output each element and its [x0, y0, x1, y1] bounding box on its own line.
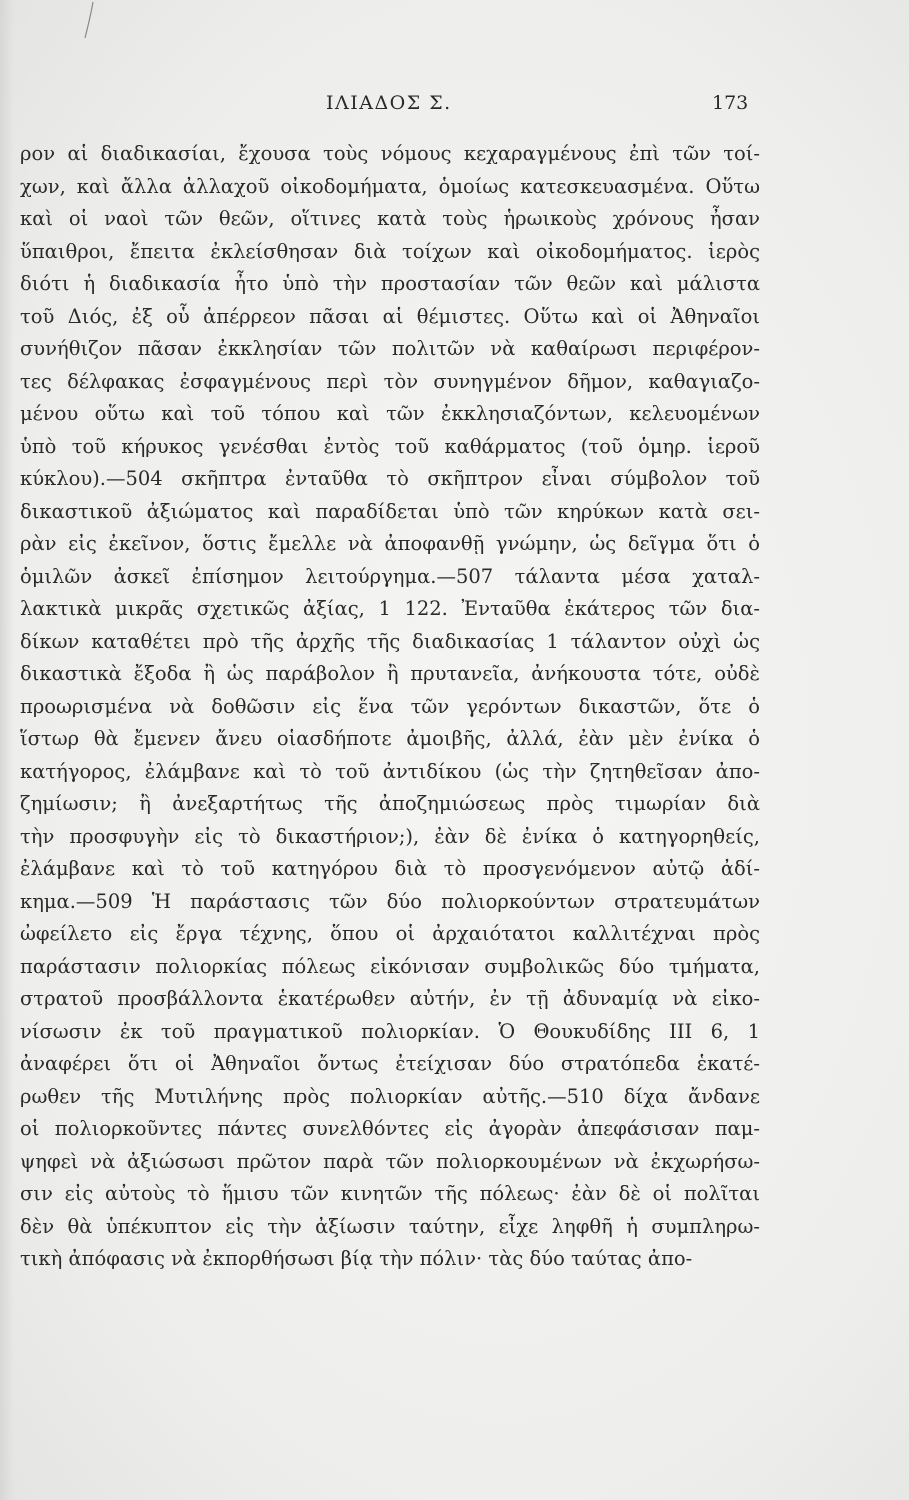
text-line: τικὴ ἀπόφασις νὰ ἐκπορθήσωσι βίᾳ τὴν πόλιν· τὰς δύο ταύτας ἀπο-: [20, 1247, 693, 1270]
text-line: κύκλου).—504 σκῆπτρα ἐνταῦθα τὸ σκῆπτρον εἶναι σύμβολον τοῦ: [20, 467, 760, 490]
text-line: ὠφείλετο εἰς ἔργα τέχνης, ὅπου οἱ ἀρχαιότατοι καλλιτέχναι πρὸς: [20, 922, 760, 945]
text-line: προωρισμένα νὰ δοθῶσιν εἰς ἕνα τῶν γερόντων δικαστῶν, ὅτε ὁ: [20, 694, 760, 718]
text-line: κημα.—509 Ἡ παράστασις τῶν δύο πολιορκούντων στρατευμάτων: [20, 889, 760, 913]
text-line: λακτικὰ μικρᾶς σχετικῶς ἀξίας, 1 122. Ἐνταῦθα ἑκάτερος τῶν δια-: [20, 597, 760, 620]
text-line: ρον αἱ διαδικασίαι, ἔχουσα τοὺς νόμους κεχαραγμένους ἐπὶ τῶν τοί-: [20, 142, 760, 165]
commentary-text: [20, 138, 760, 1276]
text-line: ἐλάμβανε καὶ τὸ τοῦ κατηγόρου διὰ τὸ προσγενόμενον αὐτῷ ἀδί-: [20, 857, 760, 880]
text-line: δικαστικοῦ ἀξιώματος καὶ παραδίδεται ὑπὸ τῶν κηρύκων κατὰ σει-: [20, 499, 760, 523]
page-gutter-shadow: [0, 0, 14, 1500]
text-line: ὕπαιθροι, ἔπειτα ἐκλείσθησαν διὰ τοίχων καὶ οἰκοδομήματος. ἱερὸς: [20, 239, 760, 263]
text-line: δίκων καταθέτει πρὸ τῆς ἀρχῆς τῆς διαδικασίας 1 τάλαντον οὐχὶ ὡς: [20, 629, 760, 653]
text-line: ἵστωρ θὰ ἔμενεν ἄνευ οἱασδήποτε ἀμοιβῆς, ἀλλά, ἐὰν μὲν ἐνίκα ὁ: [20, 727, 760, 750]
text-line: δὲν θὰ ὑπέκυπτον εἰς τὴν ἀξίωσιν ταύτην, εἶχε ληφθῆ ἡ συμπληρω-: [20, 1214, 760, 1238]
text-line: ψηφεὶ νὰ ἀξιώσωσι πρῶτον παρὰ τῶν πολιορκουμένων νὰ ἐκχωρήσω-: [20, 1149, 760, 1173]
page-header: [0, 92, 909, 122]
text-line: δικαστικὰ ἔξοδα ἢ ὡς παράβολον ἢ πρυτανεῖα, ἀνήκουστα τότε, οὐδὲ: [20, 662, 760, 685]
page-number: 173: [712, 92, 749, 114]
text-line: διότι ἡ διαδικασία ἦτο ὑπὸ τὴν προστασίαν τῶν θεῶν καὶ μάλιστα: [20, 272, 760, 295]
text-line: συνήθιζον πᾶσαν ἐκκλησίαν τῶν πολιτῶν νὰ καθαίρωσι περιφέρον-: [20, 337, 760, 360]
text-line: νίσωσιν ἐκ τοῦ πραγματικοῦ πολιορκίαν. Ὁ Θουκυδίδης ΙΙΙ 6, 1: [20, 1019, 760, 1043]
text-line: καὶ οἱ ναοὶ τῶν θεῶν, οἵτινες κατὰ τοὺς ἡρωικοὺς χρόνους ἦσαν: [20, 207, 760, 230]
text-line: ρωθεν τῆς Μυτιλήνης πρὸς πολιορκίαν αὐτῆς.—510 δίχα ἄνδανε: [20, 1084, 760, 1108]
text-line: κατήγορος, ἐλάμβανε καὶ τὸ τοῦ ἀντιδίκου (ὡς τὴν ζητηθεῖσαν ἀπο-: [20, 759, 760, 783]
text-line: τοῦ Διός, ἐξ οὗ ἀπέρρεον πᾶσαι αἱ θέμιστες. Οὕτω καὶ οἱ Ἀθηναῖοι: [20, 304, 760, 328]
text-line: σιν εἰς αὐτοὺς τὸ ἥμισυ τῶν κινητῶν τῆς πόλεως· ἐὰν δὲ οἱ πολῖται: [20, 1182, 760, 1205]
text-line: στρατοῦ προσβάλλοντα ἑκατέρωθεν αὐτήν, ἐν τῇ ἀδυναμίᾳ νὰ εἰκο-: [20, 987, 760, 1010]
text-line: ὑπὸ τοῦ κήρυκος γενέσθαι ἐντὸς τοῦ καθάρματος (τοῦ ὁμηρ. ἱεροῦ: [20, 434, 760, 458]
text-line: τες δέλφακας ἐσφαγμένους περὶ τὸν συνηγμένον δῆμον, καθαγιαζο-: [20, 369, 760, 393]
pencil-mark: [82, 0, 96, 40]
text-line: παράστασιν πολιορκίας πόλεως εἰκόνισαν συμβολικῶς δύο τμήματα,: [20, 954, 760, 978]
text-line: οἱ πολιορκοῦντες πάντες συνελθόντες εἰς ἀγορὰν ἀπεφάσισαν παμ-: [20, 1117, 760, 1140]
text-line: χων, καὶ ἄλλα ἀλλαχοῦ οἰκοδομήματα, ὁμοίως κατεσκευασμένα. Οὕτω: [20, 174, 760, 198]
running-title: ΙΛΙΑΔΟΣ Σ.: [326, 92, 452, 114]
text-line: ρὰν εἰς ἐκεῖνον, ὅστις ἔμελλε νὰ ἀποφανθῇ γνώμην, ὡς δεῖγμα ὅτι ὁ: [20, 532, 760, 555]
text-line: ζημίωσιν; ἢ ἀνεξαρτήτως τῆς ἀποζημιώσεως πρὸς τιμωρίαν διὰ: [20, 792, 760, 815]
text-line: μένου οὕτω καὶ τοῦ τόπου καὶ τῶν ἐκκλησιαζόντων, κελευομένων: [20, 402, 760, 425]
text-line: ὁμιλῶν ἀσκεῖ ἐπίσημον λειτούργημα.—507 τάλαντα μέσα χαταλ-: [20, 564, 760, 588]
text-line: τὴν προσφυγὴν εἰς τὸ δικαστήριον;), ἐὰν δὲ ἐνίκα ὁ κατηγορηθείς,: [20, 824, 760, 848]
text-line: ἀναφέρει ὅτι οἱ Ἀθηναῖοι ὄντως ἐτείχισαν δύο στρατόπεδα ἑκατέ-: [20, 1052, 760, 1075]
